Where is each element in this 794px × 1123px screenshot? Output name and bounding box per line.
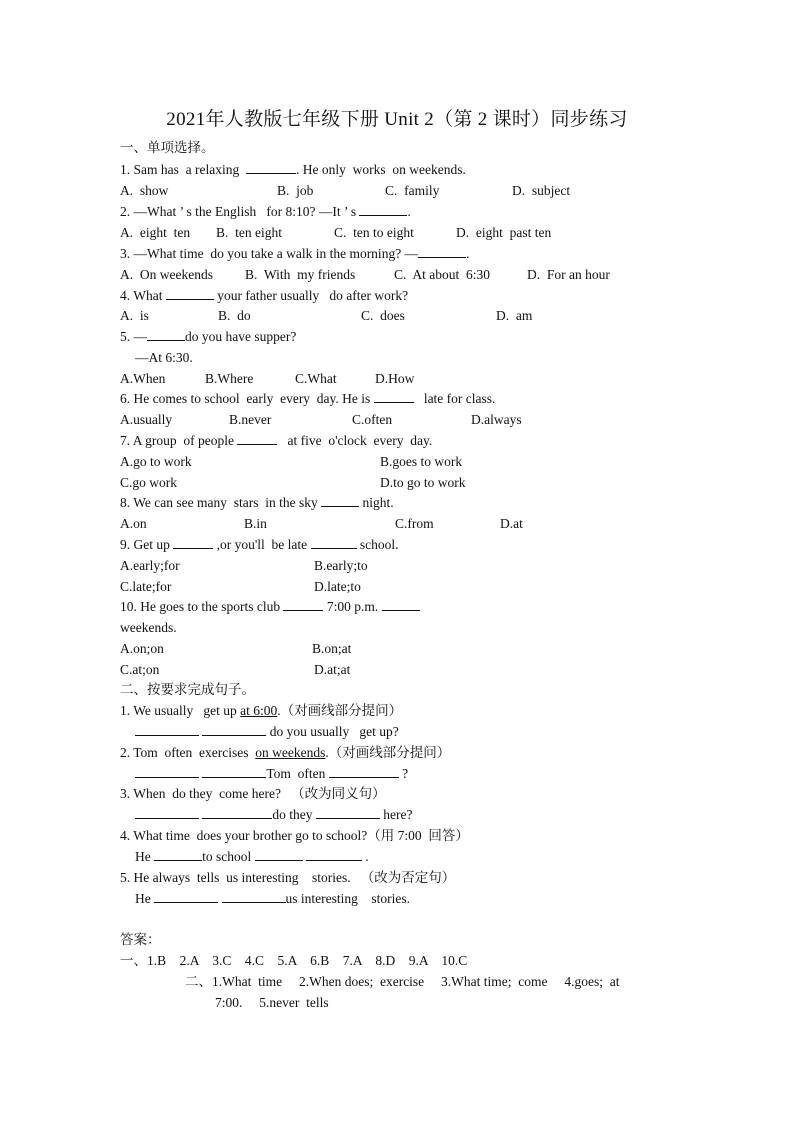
q6-option-b: B.never	[229, 412, 272, 427]
q4-option-a: A. is	[120, 308, 149, 323]
answers-part2-continued: 7:00. 5.never tells	[215, 995, 329, 1010]
question-6: 6. He comes to school early every day. He is late for class.	[120, 391, 496, 406]
underlined-phrase: on weekends	[255, 745, 326, 760]
q5-option-a: A.When	[120, 371, 166, 386]
underlined-phrase: at 6:00	[240, 703, 278, 718]
question-5: 5. — do you have supper?	[120, 329, 297, 344]
q1-option-d: D. subject	[512, 183, 571, 198]
question-9: 9. Get up ,or you'll be late school.	[120, 537, 399, 552]
sentence-1-fill: do you usually get up?	[135, 723, 399, 741]
question-8: 8. We can see many stars in the sky night.	[120, 495, 394, 510]
q9-option-d: D.late;to	[314, 579, 361, 594]
q3-option-b: B. With my friends	[245, 267, 356, 282]
q8-option-b: B.in	[244, 516, 267, 531]
q8-option-c: C.from	[395, 516, 434, 531]
answer-blank	[246, 161, 296, 174]
q3-option-d: D. For an hour	[527, 267, 610, 282]
q7-option-a: A.go to work	[120, 454, 192, 469]
q10-option-c: C.at;on	[120, 662, 160, 677]
q3-option-c: C. At about 6:30	[394, 267, 491, 282]
q5-option-b: B.Where	[205, 371, 254, 386]
q5-option-d: D.How	[375, 371, 415, 386]
question-4: 4. What your father usually do after work?	[120, 288, 409, 303]
answer-blank	[359, 203, 407, 216]
sentence-4: 4. What time does your brother go to school?（用 7:00 回答）	[120, 828, 469, 843]
part1-heading: 一、单项选择。	[120, 140, 215, 155]
q1-option-a: A. show	[120, 183, 169, 198]
q1-option-c: C. family	[385, 183, 440, 198]
question-10: 10. He goes to the sports club 7:00 p.m.	[120, 598, 420, 616]
answer-blank	[202, 765, 266, 778]
answer-blank	[154, 890, 218, 903]
answer-blank	[329, 765, 399, 778]
sentence-4-fill: He to school .	[135, 849, 369, 864]
sentence-3-fill: do they here?	[135, 806, 412, 824]
question-3: 3. —What time do you take a walk in the morning? — .	[120, 246, 470, 261]
q2-option-a: A. eight ten	[120, 225, 191, 240]
q7-option-c: C.go work	[120, 475, 177, 490]
q6-option-c: C.often	[352, 412, 393, 427]
q4-option-b: B. do	[218, 308, 251, 323]
answer-blank	[202, 806, 272, 819]
q5-option-c: C.What	[295, 371, 337, 386]
q10-option-a: A.on;on	[120, 641, 164, 656]
q10-continuation: weekends.	[120, 620, 177, 635]
answer-blank	[306, 848, 362, 861]
answers-part2: 二、1.What time 2.When does; exercise 3.What time; come 4.goes; at	[185, 974, 620, 989]
sentence-5-fill: He us interesting stories.	[135, 891, 410, 906]
q2-option-c: C. ten to eight	[334, 225, 414, 240]
answer-blank	[173, 536, 213, 549]
q10-option-d: D.at;at	[314, 662, 351, 677]
answer-blank	[147, 328, 185, 341]
answer-blank	[374, 390, 414, 403]
sentence-2: 2. Tom often exercises on weekends.（对画线部分提问）	[120, 745, 451, 760]
answer-blank	[135, 806, 199, 819]
answer-blank	[321, 494, 359, 507]
q8-option-a: A.on	[120, 516, 147, 531]
q4-option-c: C. does	[361, 308, 405, 323]
q8-option-d: D.at	[500, 516, 523, 531]
sentence-3: 3. When do they come here? （改为同义句）	[120, 786, 386, 801]
answer-blank	[154, 848, 202, 861]
answer-blank	[222, 890, 286, 903]
sentence-2-fill: Tom often ?	[135, 765, 408, 783]
answer-blank	[418, 245, 466, 258]
q10-option-b: B.on;at	[312, 641, 352, 656]
answer-blank	[135, 765, 199, 778]
sentence-1: 1. We usually get up at 6:00.（对画线部分提问）	[120, 703, 403, 718]
q1-option-b: B. job	[277, 183, 314, 198]
q9-option-b: B.early;to	[314, 558, 368, 573]
answer-blank	[166, 287, 214, 300]
answer-blank	[237, 432, 277, 445]
q9-option-a: A.early;for	[120, 558, 180, 573]
question-7: 7. A group of people at five o'clock every day.	[120, 433, 433, 448]
answer-blank	[135, 723, 199, 736]
q4-option-d: D. am	[496, 308, 533, 323]
q5-answer-line: —At 6:30.	[135, 350, 193, 365]
answer-blank	[311, 536, 357, 549]
q2-option-d: D. eight past ten	[456, 225, 552, 240]
q7-option-d: D.to go to work	[380, 475, 466, 490]
q7-option-b: B.goes to work	[380, 454, 463, 469]
sentence-5: 5. He always tells us interesting stories. （改为否定句）	[120, 870, 456, 885]
answer-blank	[202, 723, 266, 736]
question-2: 2. —What ’ s the English for 8:10? —It ’ s .	[120, 204, 411, 219]
answer-blank	[255, 848, 303, 861]
answer-blank	[283, 598, 323, 611]
answer-blank	[316, 806, 380, 819]
question-1: 1. Sam has a relaxing . He only works on weekends.	[120, 162, 466, 177]
q9-option-c: C.late;for	[120, 579, 172, 594]
part2-heading: 二、按要求完成句子。	[120, 682, 255, 697]
answer-blank	[382, 598, 420, 611]
answers-part1: 一、1.B 2.A 3.C 4.C 5.A 6.B 7.A 8.D 9.A 10.C	[120, 953, 468, 968]
q6-option-a: A.usually	[120, 412, 173, 427]
q6-option-d: D.always	[471, 412, 522, 427]
q2-option-b: B. ten eight	[216, 225, 282, 240]
document-title: 2021年人教版七年级下册 Unit 2（第 2 课时）同步练习	[166, 109, 628, 130]
q3-option-a: A. On weekends	[120, 267, 213, 282]
answers-heading: 答案：	[120, 932, 161, 947]
